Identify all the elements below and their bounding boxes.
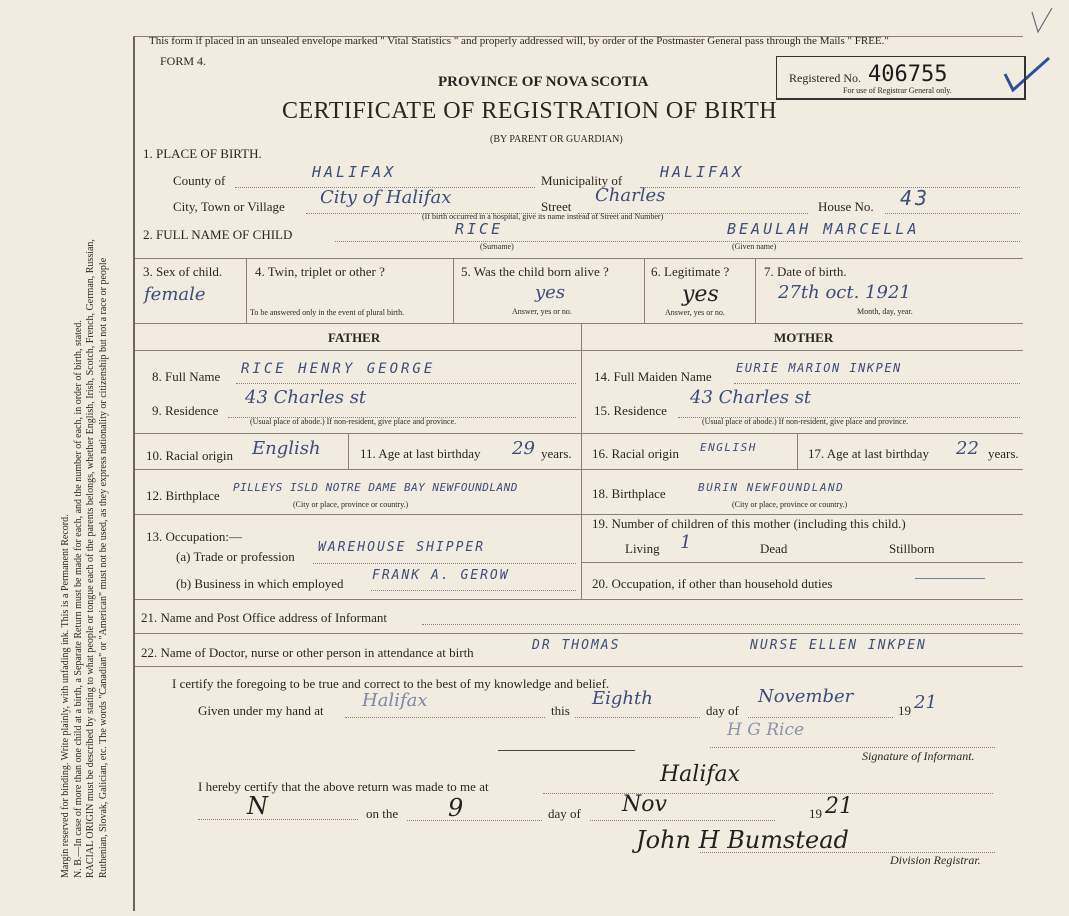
father-birthplace-label: 12. Birthplace — [146, 488, 220, 503]
row3-div-3 — [644, 258, 645, 323]
trade-line — [313, 563, 576, 564]
mother-rule-3 — [581, 514, 1023, 515]
registrar-day-of-label: day of — [548, 806, 581, 821]
mother-residence-value: 43 Charles st — [690, 387, 812, 408]
county-label: County of — [173, 173, 226, 188]
doctor-value: DR THOMAS — [532, 638, 621, 653]
house-line — [885, 213, 1020, 214]
margin-instructions — [60, 38, 110, 878]
parents-bottom-rule — [135, 599, 1023, 600]
day-value: Eighth — [592, 688, 653, 709]
informant-signature: H G Rice — [727, 720, 805, 740]
mother-rule-2 — [581, 469, 1023, 470]
father-years: years. — [541, 446, 572, 461]
informant-label: 21. Name and Post Office address of Informant — [141, 610, 387, 625]
house-value: 43 — [900, 186, 931, 210]
father-rule-1 — [135, 433, 581, 434]
mother-occupation-dash — [915, 578, 985, 579]
mother-occupation-label: 20. Occupation, if other than household duties — [592, 576, 833, 591]
mother-name-value: EURIE MARION INKPEN — [736, 361, 902, 375]
father-name-value: RICE HENRY GEORGE — [241, 361, 436, 377]
alive-value: yes — [535, 282, 566, 303]
hospital-note: (If birth occurred in a hospital, give its name instead of Street and Number) — [422, 212, 664, 221]
mother-residence-caption: (Usual place of abode.) If non-resident, give place and province. — [702, 417, 909, 426]
children-count-label: 19. Number of children of this mother (including this child.) — [592, 516, 906, 531]
sex-label: 3. Sex of child. — [143, 264, 223, 279]
racial-origin-note-2: Ruthenian, Slovak, Galician, etc. The words "Canadian" or "American" must not be used, as they express nationality or citizenship but not a race or people — [97, 257, 109, 878]
nurse-value: NURSE ELLEN INKPEN — [750, 638, 927, 653]
parents-divider — [581, 323, 582, 599]
date-value: 27th oct. 1921 — [778, 282, 911, 303]
mail-notice: This form if placed in an unsealed envelope marked " Vital Statistics " and properly addressed will, by order of the Postmaster General pass through the Mails " FREE." — [149, 35, 889, 47]
racial-origin-note-1: RACIAL ORIGIN must be described by stating to what people or tongue each of the parents belongs, whether English, Irish, Scotch, French, German, Russian, — [85, 239, 96, 878]
father-age-divider — [348, 433, 349, 469]
municipality-value: HALIFAX — [660, 163, 745, 181]
registered-number: 406755 — [868, 62, 948, 87]
attendant-label: 22. Name of Doctor, nurse or other person in attendance at birth — [141, 645, 474, 660]
living-value: 1 — [680, 532, 692, 553]
surname-caption: (Surname) — [480, 242, 514, 251]
page-title: CERTIFICATE OF REGISTRATION OF BIRTH — [282, 98, 778, 124]
registrar-month-value: Nov — [622, 792, 667, 817]
father-residence-label: 9. Residence — [152, 403, 219, 418]
child-surname: RICE — [455, 220, 504, 238]
row3-div-2 — [453, 258, 454, 323]
given-place-value: Halifax — [362, 690, 428, 711]
legitimate-caption: Answer, yes or no. — [665, 308, 725, 317]
year-prefix: 19 — [898, 703, 911, 718]
row3-top — [135, 258, 1023, 259]
city-value: City of Halifax — [320, 187, 452, 208]
registrar-month-line — [590, 820, 775, 821]
mother-racial-value: ENGLISH — [700, 441, 757, 454]
twin-caption: To be answered only in the event of plural birth. — [250, 308, 405, 317]
registrar-note: For use of Registrar General only. — [843, 86, 952, 95]
form-number: FORM 4. — [160, 54, 207, 68]
municipality-line — [640, 187, 1020, 188]
twin-label: 4. Twin, triplet or other ? — [255, 264, 385, 279]
this-label: this — [551, 703, 570, 718]
legitimate-label: 6. Legitimate ? — [651, 264, 730, 279]
registrar-prefix-value: N — [247, 792, 268, 820]
row21-rule — [135, 633, 1023, 634]
registrar-caption: Division Registrar. — [890, 853, 981, 867]
street-label: Street — [541, 199, 572, 214]
street-value: Charles — [595, 185, 666, 206]
year-suffix: 21 — [914, 692, 937, 713]
father-residence-value: 43 Charles st — [245, 387, 367, 408]
father-rule-3 — [135, 514, 581, 515]
parents-heading-rule — [135, 350, 1023, 351]
mother-name-label: 14. Full Maiden Name — [594, 369, 712, 384]
signature-line — [710, 747, 995, 748]
mother-birthplace-label: 18. Birthplace — [592, 486, 666, 501]
father-birthplace-value: PILLEYS ISLD NOTRE DAME BAY NEWFOUNDLAND — [233, 481, 518, 494]
county-value: HALIFAX — [312, 163, 397, 181]
business-value: FRANK A. GEROW — [372, 568, 510, 583]
signature-caption: Signature of Informant. — [862, 749, 975, 763]
alive-caption: Answer, yes or no. — [512, 307, 572, 316]
row3-div-4 — [755, 258, 756, 323]
signature-dash — [498, 750, 635, 751]
binding-note: Margin reserved for binding. Write plainly, with unfading ink. This is a Permanent Record. — [60, 514, 71, 878]
mother-heading: MOTHER — [774, 330, 834, 345]
province-title: PROVINCE OF NOVA SCOTIA — [438, 74, 649, 90]
mother-birthplace-value: BURIN NEWFOUNDLAND — [698, 481, 845, 494]
house-label: House No. — [818, 199, 874, 214]
registrar-prefix-line — [198, 819, 358, 820]
father-residence-caption: (Usual place of abode.) If non-resident, give place and province. — [250, 417, 457, 426]
trade-value: WAREHOUSE SHIPPER — [318, 540, 486, 555]
sex-value: female — [144, 284, 206, 305]
father-name-label: 8. Full Name — [152, 369, 221, 384]
registrar-year-suffix: 21 — [825, 794, 853, 819]
father-name-line — [236, 383, 576, 384]
father-age-value: 29 — [512, 438, 535, 459]
business-line — [371, 590, 576, 591]
row22-rule — [135, 666, 1023, 667]
on-the-label: on the — [366, 806, 399, 821]
mother-racial-label: 16. Racial origin — [592, 446, 680, 461]
mother-rule-4 — [581, 562, 1023, 563]
month-line — [748, 717, 893, 718]
nb-note: N. B.—In case of more than one child at a birth, a Separate Return must be made for each, and the number of each, in order of birth, stated. — [72, 320, 84, 878]
month-value: November — [758, 686, 854, 707]
mother-name-line — [734, 383, 1020, 384]
registrar-place-value: Halifax — [660, 762, 741, 787]
place-of-birth-label: 1. PLACE OF BIRTH. — [143, 146, 262, 161]
page-subtitle: (BY PARENT OR GUARDIAN) — [490, 134, 623, 145]
registrar-day-line — [407, 820, 542, 821]
child-given-name: BEAULAH MARCELLA — [727, 220, 920, 238]
date-caption: Month, day, year. — [857, 307, 913, 316]
child-name-line — [335, 241, 1020, 242]
trade-label: (a) Trade or profession — [176, 549, 295, 564]
certify-statement: I certify the foregoing to be true and correct to the best of my knowledge and belief. — [172, 676, 610, 691]
father-racial-label: 10. Racial origin — [146, 448, 234, 463]
mother-age-label: 17. Age at last birthday — [808, 446, 929, 461]
corner-tick-icon — [1030, 6, 1056, 36]
business-label: (b) Business in which employed — [176, 576, 344, 591]
stillborn-label: Stillborn — [889, 541, 935, 556]
dead-label: Dead — [760, 541, 788, 556]
father-heading: FATHER — [328, 330, 381, 345]
alive-label: 5. Was the child born alive ? — [461, 264, 609, 279]
mother-rule-1 — [581, 433, 1023, 434]
mother-years: years. — [988, 446, 1019, 461]
mother-age-divider — [797, 433, 798, 469]
given-name-caption: (Given name) — [732, 242, 777, 251]
mother-residence-label: 15. Residence — [594, 403, 667, 418]
legitimate-value: yes — [682, 282, 719, 307]
day-line — [575, 717, 700, 718]
living-label: Living — [625, 541, 660, 556]
father-rule-2 — [135, 469, 581, 470]
registrar-year-prefix: 19 — [809, 806, 822, 821]
given-place-line — [345, 717, 545, 718]
row3-div-1 — [246, 258, 247, 323]
day-of-label: day of — [706, 703, 739, 718]
row3-bottom — [135, 323, 1023, 324]
mother-age-value: 22 — [956, 438, 979, 459]
mother-birthplace-caption: (City or place, province or country.) — [732, 500, 848, 509]
registrar-statement: I hereby certify that the above return was made to me at — [198, 779, 489, 794]
left-border — [133, 36, 135, 911]
father-racial-value: English — [252, 438, 321, 459]
given-label: Given under my hand at — [198, 703, 324, 718]
informant-line — [422, 624, 1020, 625]
father-birthplace-caption: (City or place, province or country.) — [293, 500, 409, 509]
municipality-label: Municipality of — [541, 173, 623, 188]
registrar-signature: John H Bumstead — [636, 826, 849, 854]
child-name-label: 2. FULL NAME OF CHILD — [143, 227, 293, 242]
registered-label: Registered No. — [789, 71, 861, 85]
city-label: City, Town or Village — [173, 199, 285, 214]
registrar-day-value: 9 — [448, 794, 464, 822]
registrar-place-line — [543, 793, 993, 794]
father-age-label: 11. Age at last birthday — [360, 446, 481, 461]
occupation-label: 13. Occupation:— — [146, 529, 243, 544]
date-label: 7. Date of birth. — [764, 264, 847, 279]
